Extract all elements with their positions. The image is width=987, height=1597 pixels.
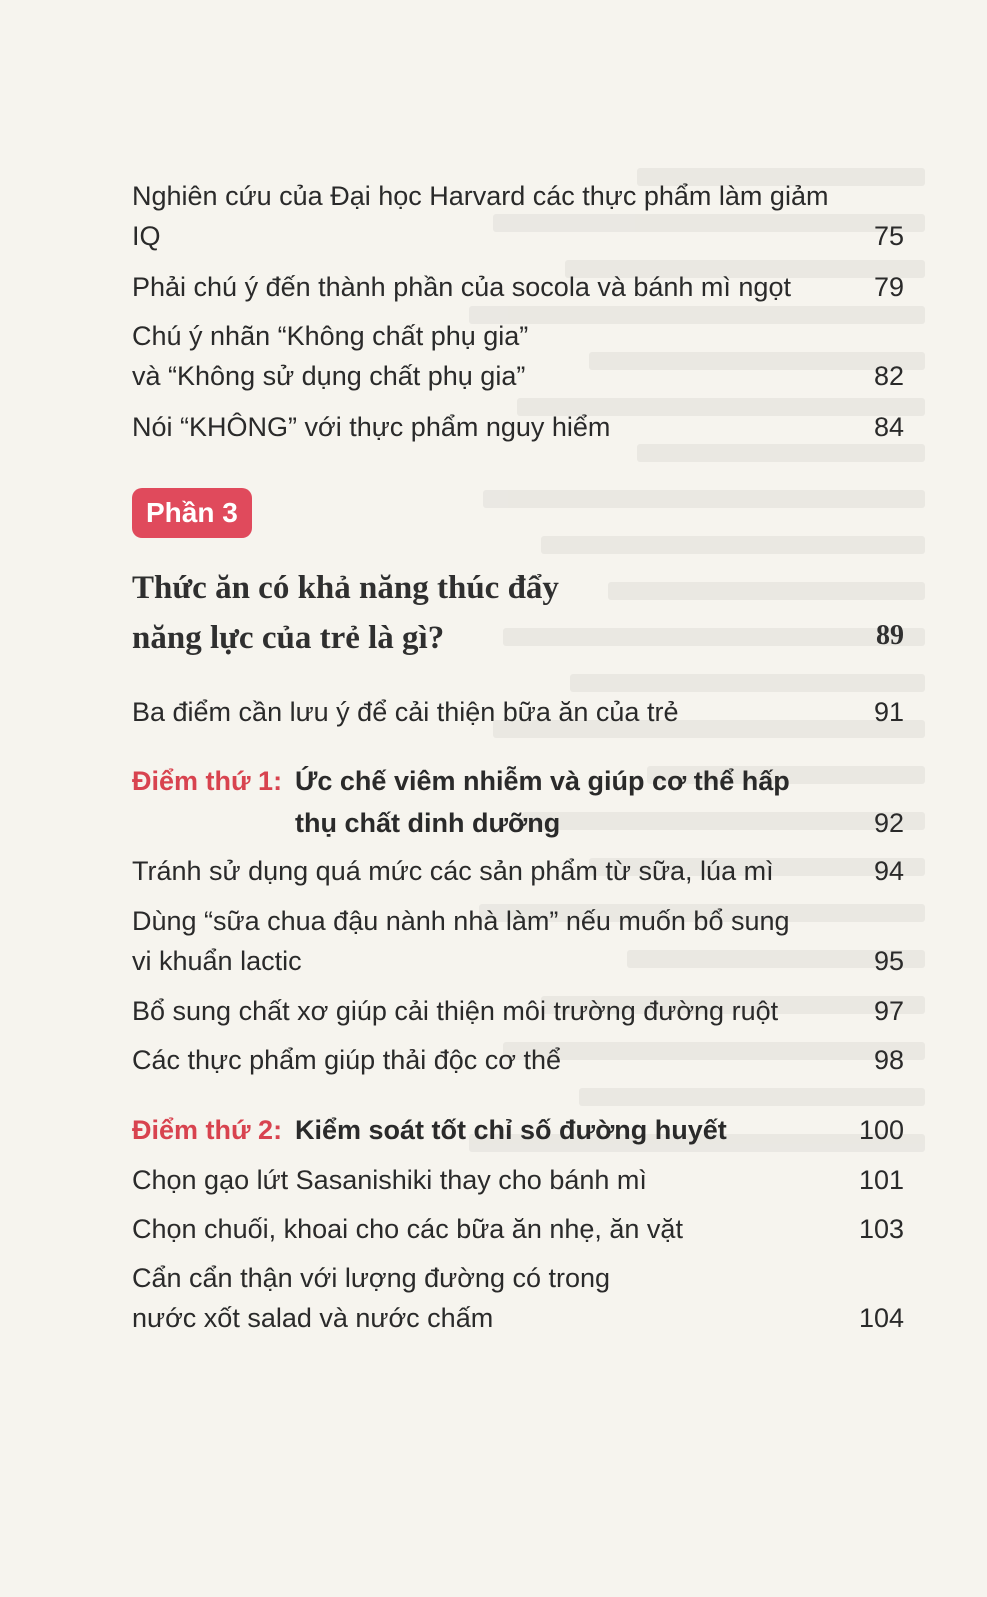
point-heading-1[interactable] — [132, 760, 904, 844]
toc-entry[interactable] — [132, 1040, 904, 1080]
toc-entry-title: Phải chú ý đến thành phần của socola và bánh mì ngọt — [132, 272, 791, 302]
toc-entry-page: 95 — [873, 946, 904, 976]
toc-entry-title: Chọn gạo lứt Sasanishiki thay cho bánh mì — [132, 1165, 647, 1195]
toc-entry-page: 98 — [873, 1045, 904, 1075]
toc-entry[interactable] — [132, 176, 904, 256]
toc-entry[interactable] — [132, 901, 904, 981]
toc-entry-title: Chọn chuối, khoai cho các bữa ăn nhẹ, ăn vặt — [132, 1214, 683, 1244]
toc-entry-title: Cẩn cẩn thận với lượng đường có trong nước xốt salad và nước chấm — [132, 1263, 611, 1333]
toc-entry-page: 94 — [873, 856, 904, 886]
toc-entry[interactable] — [132, 692, 904, 732]
toc-entry-title: Bổ sung chất xơ giúp cải thiện môi trường đường ruột — [132, 996, 779, 1026]
toc-entry[interactable] — [132, 1160, 904, 1200]
section-page: 89 — [876, 620, 904, 651]
toc-entry-title: Các thực phẩm giúp thải độc cơ thể — [132, 1045, 562, 1075]
toc-entry-page: 103 — [858, 1214, 904, 1244]
point-heading-2[interactable] — [132, 1109, 904, 1151]
toc-entry-page: 84 — [873, 412, 904, 442]
toc-entry-title: Nghiên cứu của Đại học Harvard các thực phẩm làm giảm IQ — [132, 181, 829, 251]
toc-entry[interactable] — [132, 991, 904, 1031]
toc-entry-title: Chú ý nhãn “Không chất phụ gia” và “Không sử dụng chất phụ gia” — [132, 321, 529, 391]
toc-entry-title: Ba điểm cần lưu ý để cải thiện bữa ăn của trẻ — [132, 697, 679, 727]
toc-entry[interactable] — [132, 407, 904, 447]
toc-entry-page: 79 — [873, 272, 904, 302]
toc-entry-page: 101 — [858, 1165, 904, 1195]
point-title: Ức chế viêm nhiễm và giúp cơ thể hấp thụ chất dinh dưỡng — [295, 766, 790, 838]
toc-entry-title: Nói “KHÔNG” với thực phẩm nguy hiểm — [132, 412, 611, 442]
section-heading[interactable] — [132, 563, 904, 663]
toc-entry-title: Tránh sử dụng quá mức các sản phẩm từ sữa, lúa mì — [132, 856, 774, 886]
toc-entry-page: 97 — [873, 996, 904, 1026]
point-label: Điểm thứ 2: — [132, 1115, 283, 1145]
section-badge: Phần 3 — [132, 488, 252, 538]
point-label: Điểm thứ 1: — [132, 766, 283, 796]
point-page: 100 — [858, 1115, 904, 1145]
toc-entry[interactable] — [132, 1209, 904, 1249]
toc-entry[interactable] — [132, 316, 904, 396]
point-page: 92 — [873, 808, 904, 838]
toc-entry[interactable] — [132, 1258, 904, 1338]
section-title: Thức ăn có khả năng thúc đẩy năng lực của trẻ là gì? — [132, 570, 559, 656]
toc-entry[interactable] — [132, 267, 904, 307]
toc-entry-page: 75 — [873, 221, 904, 251]
toc-entry[interactable] — [132, 851, 904, 891]
point-title: Kiểm soát tốt chỉ số đường huyết — [295, 1115, 727, 1145]
toc-entry-page: 82 — [873, 361, 904, 391]
toc-entry-page: 91 — [873, 697, 904, 727]
toc-entry-title: Dùng “sữa chua đậu nành nhà làm” nếu muốn bổ sung vi khuẩn lactic — [132, 906, 790, 976]
toc-entry-page: 104 — [858, 1303, 904, 1333]
